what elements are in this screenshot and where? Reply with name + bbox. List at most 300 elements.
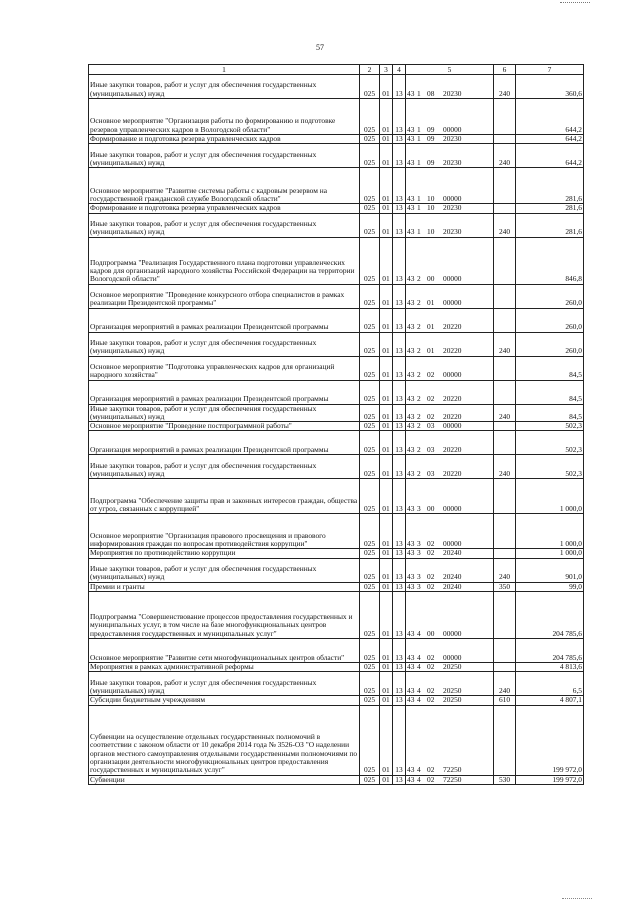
row-expense-type-cell [494, 705, 516, 775]
row-amount-cell: 502,3 [516, 455, 584, 479]
target-article-part: 00000 [443, 274, 462, 284]
target-article-part: 02 [427, 765, 435, 775]
target-article-part: 02 [427, 582, 435, 591]
target-article-part: 20220 [443, 346, 462, 356]
scan-mark-top [560, 2, 590, 9]
target-article-part: 02 [427, 775, 435, 784]
row-amount-cell: 281,6 [516, 204, 584, 213]
row-target-article-cell [406, 75, 494, 99]
header-col-7: 7 [516, 65, 584, 75]
row-subsection-cell: 13 [393, 284, 406, 308]
row-code-cell: 025 [360, 639, 380, 663]
target-article-part: 20230 [443, 158, 462, 167]
row-subsection-cell: 13 [393, 237, 406, 284]
target-article-part: 43 [407, 695, 415, 705]
row-target-article-cell [406, 284, 494, 308]
row-code-cell: 025 [360, 237, 380, 284]
target-article-part: 3 [417, 539, 421, 549]
row-expense-type-cell [494, 592, 516, 639]
row-target-article-cell [406, 144, 494, 168]
target-article-part: 4 [417, 775, 421, 784]
header-col-2: 2 [360, 65, 380, 75]
row-expense-type-cell [494, 380, 516, 404]
row-expense-type-cell [494, 204, 516, 213]
row-section-cell: 01 [380, 237, 393, 284]
row-section-cell: 01 [380, 144, 393, 168]
target-article-part: 43 [407, 686, 415, 696]
row-subsection-cell: 13 [393, 775, 406, 784]
target-article-part: 00000 [443, 652, 462, 662]
table-row [89, 308, 584, 332]
table-row [89, 422, 584, 431]
target-article-part: 00 [427, 628, 435, 638]
row-code-cell: 025 [360, 549, 380, 558]
target-article-part: 43 [407, 394, 415, 404]
row-target-article-cell [406, 380, 494, 404]
table-row [89, 514, 584, 549]
row-subsection-cell: 13 [393, 514, 406, 549]
target-article-part: 00000 [443, 539, 462, 549]
target-article-part: 20230 [443, 203, 462, 213]
target-article-part: 43 [407, 775, 415, 784]
row-target-article-cell [406, 663, 494, 672]
table-row [89, 639, 584, 663]
row-amount-cell: 4 813,6 [516, 663, 584, 672]
target-article-part: 43 [407, 274, 415, 284]
row-expense-type-cell: 240 [494, 213, 516, 237]
target-article-part: 1 [417, 158, 421, 167]
target-article-part: 00 [427, 274, 435, 284]
row-target-article-cell [406, 237, 494, 284]
header-col-1: 1 [89, 65, 360, 75]
row-name-cell: Иные закупки товаров, работ и услуг для обеспечения государственных (муниципальных) нужд [89, 75, 360, 99]
row-code-cell: 025 [360, 514, 380, 549]
row-name-cell: Премии и гранты [89, 582, 360, 591]
table-row [89, 168, 584, 204]
row-code-cell: 025 [360, 422, 380, 431]
row-code-cell: 025 [360, 168, 380, 204]
row-target-article-cell [406, 558, 494, 582]
table-row [89, 404, 584, 422]
target-article-part: 20230 [443, 88, 462, 98]
header-col-5: 5 [406, 65, 494, 75]
row-amount-cell: 1 000,0 [516, 514, 584, 549]
row-target-article-cell [406, 479, 494, 514]
row-section-cell: 01 [380, 356, 393, 380]
table-row [89, 558, 584, 582]
row-subsection-cell: 13 [393, 672, 406, 696]
row-section-cell: 01 [380, 582, 393, 591]
row-section-cell: 01 [380, 75, 393, 99]
target-article-part: 43 [407, 203, 415, 213]
row-name-cell: Иные закупки товаров, работ и услуг для обеспечения государственных (муниципальных) нужд [89, 558, 360, 582]
row-target-article-cell [406, 514, 494, 549]
target-article-part: 43 [407, 548, 415, 558]
target-article-part: 1 [417, 124, 421, 134]
row-target-article-cell [406, 204, 494, 213]
row-subsection-cell: 13 [393, 639, 406, 663]
row-amount-cell: 1 000,0 [516, 479, 584, 514]
row-expense-type-cell [494, 663, 516, 672]
row-name-cell: Основное мероприятие "Подготовка управленческих кадров для организаций народного хозяйства" [89, 356, 360, 380]
target-article-part: 02 [427, 394, 435, 404]
row-name-cell: Мероприятия в рамках административной реформы [89, 663, 360, 672]
target-article-part: 3 [417, 548, 421, 558]
target-article-part: 3 [417, 504, 421, 514]
target-article-part: 00000 [443, 504, 462, 514]
target-article-part: 43 [407, 124, 415, 134]
target-article-part: 03 [427, 469, 435, 479]
row-section-cell: 01 [380, 549, 393, 558]
row-subsection-cell: 13 [393, 705, 406, 775]
row-section-cell: 01 [380, 775, 393, 784]
header-col-6: 6 [494, 65, 516, 75]
table-row [89, 99, 584, 135]
row-amount-cell: 84,5 [516, 356, 584, 380]
target-article-part: 2 [417, 445, 421, 455]
row-amount-cell: 84,5 [516, 404, 584, 422]
target-article-part: 43 [407, 134, 415, 143]
target-article-part: 2 [417, 298, 421, 308]
row-target-article-cell [406, 213, 494, 237]
row-code-cell: 025 [360, 705, 380, 775]
target-article-part: 02 [427, 662, 435, 672]
table-row [89, 775, 584, 784]
row-subsection-cell: 13 [393, 99, 406, 135]
row-amount-cell: 204 785,6 [516, 592, 584, 639]
target-article-part: 02 [427, 539, 435, 549]
row-subsection-cell: 13 [393, 479, 406, 514]
table-row [89, 696, 584, 705]
row-expense-type-cell: 240 [494, 404, 516, 422]
target-article-part: 72250 [443, 765, 462, 775]
row-section-cell: 01 [380, 705, 393, 775]
table-row [89, 356, 584, 380]
target-article-part: 43 [407, 346, 415, 356]
row-section-cell: 01 [380, 479, 393, 514]
table-row [89, 479, 584, 514]
target-article-part: 00000 [443, 194, 462, 203]
target-article-part: 43 [407, 88, 415, 98]
row-name-cell: Иные закупки товаров, работ и услуг для обеспечения государственных (муниципальных) нужд [89, 144, 360, 168]
row-subsection-cell: 13 [393, 356, 406, 380]
target-article-part: 2 [417, 274, 421, 284]
row-section-cell: 01 [380, 308, 393, 332]
target-article-part: 2 [417, 421, 421, 431]
target-article-part: 00000 [443, 124, 462, 134]
row-target-article-cell [406, 639, 494, 663]
row-target-article-cell [406, 404, 494, 422]
table-row [89, 705, 584, 775]
target-article-part: 03 [427, 445, 435, 455]
table-row [89, 75, 584, 99]
target-article-part: 43 [407, 411, 415, 421]
row-name-cell: Субвенции [89, 775, 360, 784]
row-code-cell: 025 [360, 135, 380, 144]
row-section-cell: 01 [380, 455, 393, 479]
table-row [89, 582, 584, 591]
row-expense-type-cell [494, 431, 516, 455]
row-amount-cell: 260,0 [516, 308, 584, 332]
row-code-cell: 025 [360, 144, 380, 168]
table-row [89, 663, 584, 672]
target-article-part: 2 [417, 346, 421, 356]
target-article-part: 20230 [443, 134, 462, 143]
row-name-cell: Субсидии бюджетным учреждениям [89, 696, 360, 705]
row-code-cell: 025 [360, 332, 380, 356]
row-code-cell: 025 [360, 455, 380, 479]
table-row [89, 455, 584, 479]
row-section-cell: 01 [380, 592, 393, 639]
row-amount-cell: 84,5 [516, 380, 584, 404]
row-target-article-cell [406, 431, 494, 455]
target-article-part: 43 [407, 158, 415, 167]
target-article-part: 08 [427, 88, 435, 98]
row-subsection-cell: 13 [393, 404, 406, 422]
row-name-cell: Основное мероприятие "Развитие сети многофункциональных центров области" [89, 639, 360, 663]
row-amount-cell: 4 807,1 [516, 696, 584, 705]
target-article-part: 20250 [443, 686, 462, 696]
row-code-cell: 025 [360, 672, 380, 696]
row-amount-cell: 260,0 [516, 284, 584, 308]
row-section-cell: 01 [380, 696, 393, 705]
row-name-cell: Основное мероприятие "Проведение конкурсного отбора специалистов в рамках реализации Президентской программы" [89, 284, 360, 308]
target-article-part: 09 [427, 158, 435, 167]
target-article-part: 43 [407, 370, 415, 380]
row-name-cell: Формирование и подготовка резерва управленческих кадров [89, 204, 360, 213]
row-code-cell: 025 [360, 775, 380, 784]
row-code-cell: 025 [360, 380, 380, 404]
target-article-part: 43 [407, 662, 415, 672]
row-name-cell: Подпрограмма "Реализация Государственного плана подготовки управленческих кадров для организаций народного хозяйства Российской Федерации на территории Вологодской области" [89, 237, 360, 284]
row-code-cell: 025 [360, 582, 380, 591]
row-target-article-cell [406, 672, 494, 696]
row-name-cell: Основное мероприятие "Проведение постпрограммной работы" [89, 422, 360, 431]
row-section-cell: 01 [380, 204, 393, 213]
row-amount-cell: 502,3 [516, 422, 584, 431]
row-amount-cell: 644,2 [516, 135, 584, 144]
target-article-part: 10 [427, 203, 435, 213]
target-article-part: 43 [407, 582, 415, 591]
target-article-part: 4 [417, 652, 421, 662]
target-article-part: 43 [407, 227, 415, 237]
target-article-part: 01 [427, 322, 435, 332]
row-amount-cell: 199 972,0 [516, 705, 584, 775]
row-subsection-cell: 13 [393, 558, 406, 582]
row-subsection-cell: 13 [393, 135, 406, 144]
target-article-part: 20220 [443, 445, 462, 455]
target-article-part: 4 [417, 686, 421, 696]
row-name-cell: Основное мероприятие "Организация правового просвещения и правового информирования граждан по вопросам противодействия коррупции" [89, 514, 360, 549]
target-article-part: 43 [407, 421, 415, 431]
row-name-cell: Организация мероприятий в рамках реализации Президентской программы [89, 431, 360, 455]
row-amount-cell: 99,0 [516, 582, 584, 591]
row-amount-cell: 281,6 [516, 213, 584, 237]
row-code-cell: 025 [360, 308, 380, 332]
row-section-cell: 01 [380, 639, 393, 663]
row-subsection-cell: 13 [393, 592, 406, 639]
target-article-part: 20250 [443, 662, 462, 672]
row-expense-type-cell [494, 308, 516, 332]
row-target-article-cell [406, 356, 494, 380]
table-row [89, 380, 584, 404]
row-amount-cell: 1 000,0 [516, 549, 584, 558]
target-article-part: 00000 [443, 298, 462, 308]
target-article-part: 09 [427, 124, 435, 134]
row-expense-type-cell [494, 639, 516, 663]
target-article-part: 43 [407, 539, 415, 549]
row-amount-cell: 502,3 [516, 431, 584, 455]
target-article-part: 20230 [443, 227, 462, 237]
target-article-part: 4 [417, 628, 421, 638]
target-article-part: 43 [407, 445, 415, 455]
row-section-cell: 01 [380, 514, 393, 549]
target-article-part: 43 [407, 298, 415, 308]
target-article-part: 43 [407, 628, 415, 638]
row-subsection-cell: 13 [393, 455, 406, 479]
row-name-cell: Иные закупки товаров, работ и услуг для обеспечения государственных (муниципальных) нужд [89, 672, 360, 696]
row-expense-type-cell [494, 168, 516, 204]
target-article-part: 1 [417, 134, 421, 143]
target-article-part: 10 [427, 227, 435, 237]
target-article-part: 02 [427, 411, 435, 421]
row-code-cell: 025 [360, 213, 380, 237]
target-article-part: 3 [417, 582, 421, 591]
row-name-cell: Основное мероприятие "Развитие системы работы с кадровым резервом на государственной гражданской службе Вологодской области" [89, 168, 360, 204]
row-code-cell: 025 [360, 663, 380, 672]
target-article-part: 2 [417, 469, 421, 479]
header-row [89, 65, 584, 75]
row-amount-cell: 6,5 [516, 672, 584, 696]
row-code-cell: 025 [360, 592, 380, 639]
table-row [89, 332, 584, 356]
target-article-part: 00 [427, 504, 435, 514]
row-section-cell: 01 [380, 332, 393, 356]
row-section-cell: 01 [380, 404, 393, 422]
row-section-cell: 01 [380, 284, 393, 308]
row-expense-type-cell [494, 135, 516, 144]
row-name-cell: Основное мероприятие "Организация работы по формированию и подготовке резервов управленческих кадров в Вологодской области" [89, 99, 360, 135]
row-expense-type-cell [494, 479, 516, 514]
row-target-article-cell [406, 135, 494, 144]
target-article-part: 20240 [443, 572, 462, 582]
table-row [89, 144, 584, 168]
target-article-part: 20220 [443, 411, 462, 421]
row-expense-type-cell: 240 [494, 455, 516, 479]
target-article-part: 01 [427, 298, 435, 308]
row-name-cell: Иные закупки товаров, работ и услуг для обеспечения государственных (муниципальных) нужд [89, 404, 360, 422]
row-subsection-cell: 13 [393, 308, 406, 332]
target-article-part: 02 [427, 572, 435, 582]
row-target-article-cell [406, 422, 494, 431]
row-name-cell: Субвенции на осуществление отдельных государственных полномочий в соответствии с законом области от 10 декабря 2014 года № 3526-ОЗ "О наделении органов местного самоуправления отдельными государственными полномочиями по организации деятельности многофункциональных центров предоставления государственных и муниципальных услуг" [89, 705, 360, 775]
row-section-cell: 01 [380, 135, 393, 144]
row-target-article-cell [406, 99, 494, 135]
target-article-part: 43 [407, 572, 415, 582]
row-expense-type-cell [494, 284, 516, 308]
table-row [89, 672, 584, 696]
row-expense-type-cell: 240 [494, 332, 516, 356]
row-expense-type-cell [494, 514, 516, 549]
row-code-cell: 025 [360, 356, 380, 380]
row-subsection-cell: 13 [393, 422, 406, 431]
target-article-part: 4 [417, 765, 421, 775]
table-row [89, 284, 584, 308]
row-subsection-cell: 13 [393, 213, 406, 237]
row-section-cell: 01 [380, 422, 393, 431]
target-article-part: 43 [407, 194, 415, 203]
row-subsection-cell: 13 [393, 204, 406, 213]
row-target-article-cell [406, 592, 494, 639]
target-article-part: 1 [417, 203, 421, 213]
row-code-cell: 025 [360, 204, 380, 213]
row-subsection-cell: 13 [393, 380, 406, 404]
budget-table [88, 64, 584, 785]
target-article-part: 01 [427, 346, 435, 356]
scan-mark-bottom [562, 898, 592, 903]
page-number: 57 [316, 43, 324, 52]
row-name-cell: Формирование и подготовка резерва управленческих кадров [89, 135, 360, 144]
row-expense-type-cell: 240 [494, 75, 516, 99]
row-section-cell: 01 [380, 558, 393, 582]
row-target-article-cell [406, 705, 494, 775]
row-section-cell: 01 [380, 213, 393, 237]
row-name-cell: Подпрограмма "Совершенствование процессов предоставления государственных и муниципальных услуг, в том числе на базе многофункциональных центров предоставления государственных и муниципальных услуг" [89, 592, 360, 639]
target-article-part: 02 [427, 370, 435, 380]
row-subsection-cell: 13 [393, 75, 406, 99]
row-amount-cell: 204 785,6 [516, 639, 584, 663]
row-target-article-cell [406, 308, 494, 332]
target-article-part: 43 [407, 765, 415, 775]
row-target-article-cell [406, 582, 494, 591]
row-expense-type-cell [494, 99, 516, 135]
table-row [89, 549, 584, 558]
target-article-part: 2 [417, 322, 421, 332]
row-name-cell: Иные закупки товаров, работ и услуг для обеспечения государственных (муниципальных) нужд [89, 332, 360, 356]
row-expense-type-cell: 610 [494, 696, 516, 705]
row-subsection-cell: 13 [393, 663, 406, 672]
row-name-cell: Иные закупки товаров, работ и услуг для обеспечения государственных (муниципальных) нужд [89, 455, 360, 479]
table-row [89, 135, 584, 144]
row-expense-type-cell [494, 422, 516, 431]
target-article-part: 20250 [443, 695, 462, 705]
row-code-cell: 025 [360, 284, 380, 308]
row-expense-type-cell: 530 [494, 775, 516, 784]
target-article-part: 10 [427, 194, 435, 203]
row-amount-cell: 260,0 [516, 332, 584, 356]
row-expense-type-cell [494, 549, 516, 558]
target-article-part: 43 [407, 322, 415, 332]
table-body [89, 75, 584, 785]
target-article-part: 00000 [443, 421, 462, 431]
row-expense-type-cell [494, 356, 516, 380]
row-target-article-cell [406, 455, 494, 479]
table-row [89, 204, 584, 213]
row-subsection-cell: 13 [393, 582, 406, 591]
target-article-part: 20220 [443, 322, 462, 332]
target-article-part: 09 [427, 134, 435, 143]
row-section-cell: 01 [380, 663, 393, 672]
table-row [89, 592, 584, 639]
target-article-part: 02 [427, 695, 435, 705]
row-amount-cell: 360,6 [516, 75, 584, 99]
target-article-part: 1 [417, 194, 421, 203]
row-subsection-cell: 13 [393, 168, 406, 204]
row-expense-type-cell: 350 [494, 582, 516, 591]
target-article-part: 4 [417, 695, 421, 705]
row-target-article-cell [406, 775, 494, 784]
target-article-part: 00000 [443, 628, 462, 638]
